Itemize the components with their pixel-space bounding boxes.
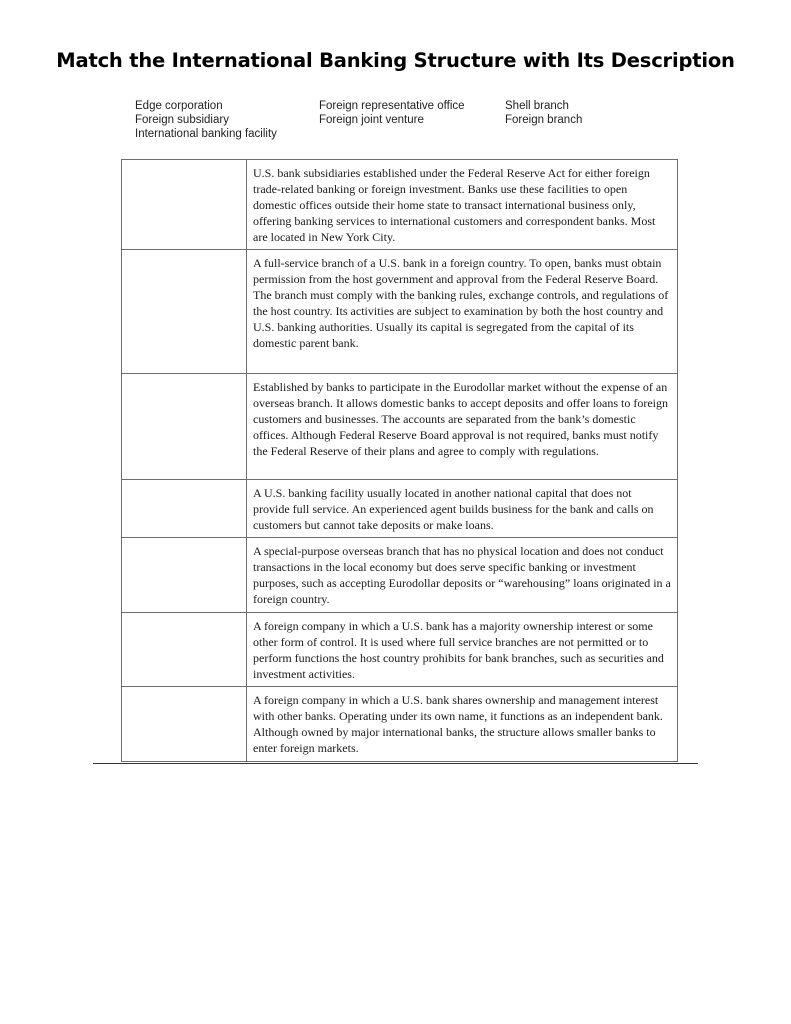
description-cell: A full-service branch of a U.S. bank in a foreign country. To open, banks must obtain permission from the host government and approval from the Federal Reserve Board. The branch must comply with the banking rules, exchange controls, and regulations of the host country. Its activities are subject to examination by both the host country and U.S. banking authorities. Usually its capital is segregated from the capital of its domestic parent bank. bbox=[247, 250, 678, 374]
answer-cell[interactable] bbox=[122, 480, 247, 538]
description-cell: U.S. bank subsidiaries established under the Federal Reserve Act for either foreign trade-related banking or foreign investment. Banks use these facilities to open domestic offices outside their home state to transact international business only, offering banking services to international customers and correspondent banks. Most are located in New York City. bbox=[247, 160, 678, 250]
table-row bbox=[122, 613, 678, 687]
description-cell: A special-purpose overseas branch that has no physical location and does not conduct transactions in the local economy but does serve specific banking or investment purposes, such as accepting Eurodollar deposits or “warehousing” loans originated in a foreign country. bbox=[247, 538, 678, 613]
answer-cell[interactable] bbox=[122, 687, 247, 762]
table-row bbox=[122, 250, 678, 374]
description-cell: Established by banks to participate in the Eurodollar market without the expense of an overseas branch. It allows domestic banks to accept deposits and offer loans to foreign customers and businesses. The accounts are separated from the bank’s domestic offices. Although Federal Reserve Board approval is not required, banks must notify the Federal Reserve of their plans and agree to comply with regulations. bbox=[247, 374, 678, 480]
answer-cell[interactable] bbox=[122, 613, 247, 687]
table-row bbox=[122, 160, 678, 250]
table-row bbox=[122, 687, 678, 762]
table-row bbox=[122, 374, 678, 480]
table-row bbox=[122, 538, 678, 613]
answer-cell[interactable] bbox=[122, 374, 247, 480]
word-bank-item-foreign-representative-office: Foreign representative office bbox=[319, 100, 465, 112]
word-bank-item-shell-branch: Shell branch bbox=[505, 100, 569, 112]
word-bank-item-foreign-joint-venture: Foreign joint venture bbox=[319, 114, 424, 126]
answer-cell[interactable] bbox=[122, 538, 247, 613]
matching-table bbox=[121, 159, 678, 762]
description-cell: A foreign company in which a U.S. bank shares ownership and management interest with other banks. Operating under its own name, it functions as an independent bank. Although owned by major international banks, the structure allows smaller banks to enter foreign markets. bbox=[247, 687, 678, 762]
answer-cell[interactable] bbox=[122, 250, 247, 374]
answer-cell[interactable] bbox=[122, 160, 247, 250]
word-bank-item-edge-corporation: Edge corporation bbox=[135, 100, 223, 112]
description-cell: A foreign company in which a U.S. bank has a majority ownership interest or some other form of control. It is used where full service branches are not permitted or to perform functions the host country prohibits for bank branches, such as securities and investment activities. bbox=[247, 613, 678, 687]
page-title: Match the International Banking Structure with Its Description bbox=[56, 49, 735, 72]
description-cell: A U.S. banking facility usually located in another national capital that does not provide full service. An experienced agent builds business for the bank and calls on customers but cannot take deposits or make loans. bbox=[247, 480, 678, 538]
bottom-rule bbox=[93, 763, 698, 764]
word-bank-item-international-banking-facility: International banking facility bbox=[135, 128, 277, 140]
word-bank-item-foreign-branch: Foreign branch bbox=[505, 114, 583, 126]
table-row bbox=[122, 480, 678, 538]
word-bank-item-foreign-subsidiary: Foreign subsidiary bbox=[135, 114, 229, 126]
